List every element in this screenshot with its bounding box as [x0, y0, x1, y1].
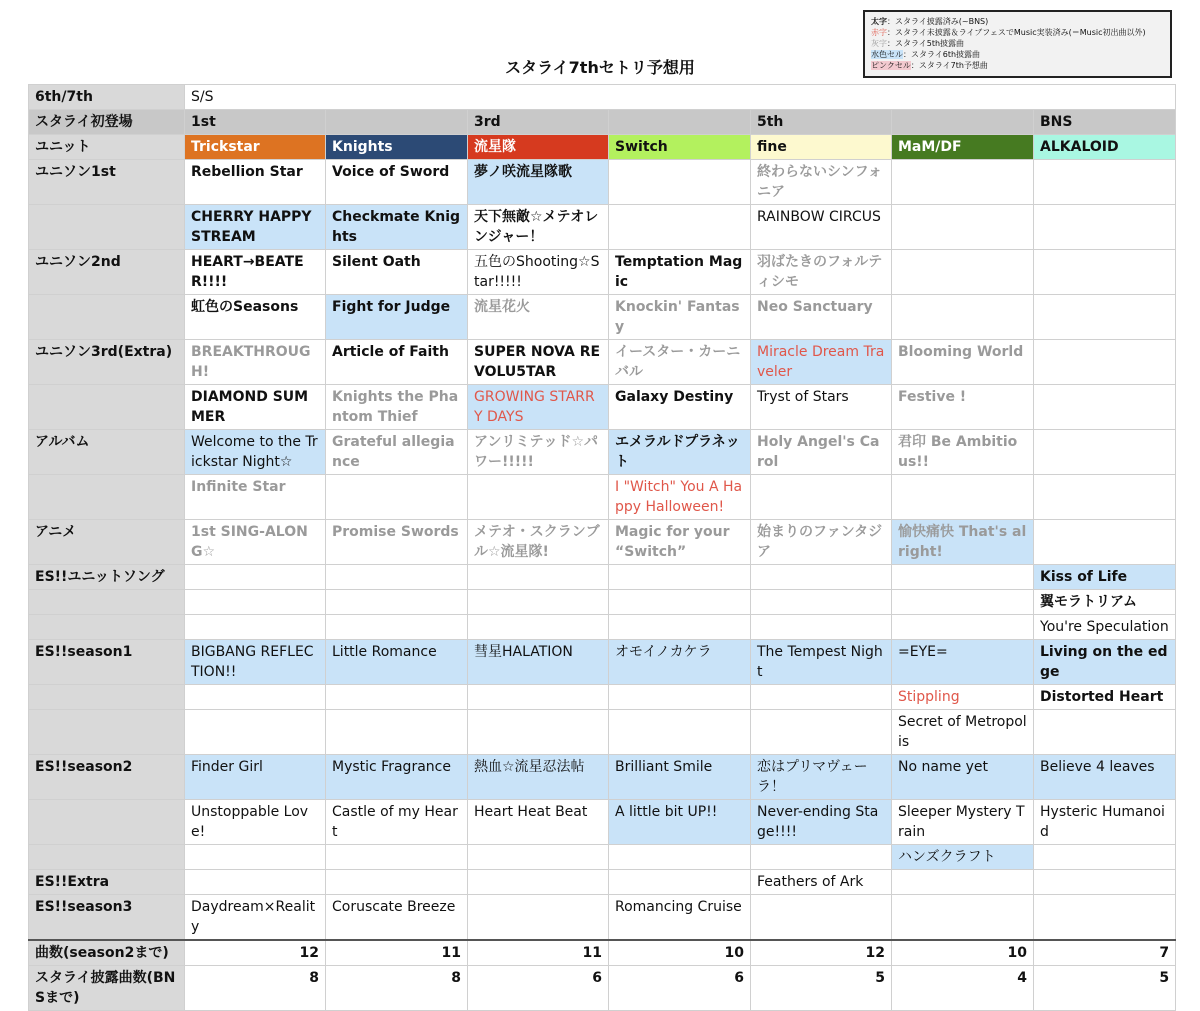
song-cell [1034, 160, 1176, 205]
song-cell: GROWING STARRY DAYS [468, 385, 609, 430]
table-body [29, 85, 1176, 1011]
song-cell: CHERRY HAPPY STREAM [185, 205, 326, 250]
song-cell [1034, 295, 1176, 340]
song-cell: =EYE= [892, 640, 1034, 685]
song-cell: Believe 4 leaves [1034, 755, 1176, 800]
song-cell: Heart Heat Beat [468, 800, 609, 845]
row-label: スタライ初登場 [29, 110, 185, 135]
song-cell [185, 870, 326, 895]
song-cell [326, 590, 468, 615]
unit-mamdf: MaM/DF [892, 135, 1034, 160]
page-title: スタライ7thセトリ予想用 [505, 58, 695, 77]
count-cell: 8 [185, 966, 326, 1011]
song-cell: イースター・カーニバル [609, 340, 751, 385]
table-row [29, 430, 1176, 475]
song-cell: Welcome to the Trickstar Night☆ [185, 430, 326, 475]
row-label: 曲数(season2まで) [29, 940, 185, 966]
song-cell: Miracle Dream Traveler [751, 340, 892, 385]
song-cell [185, 845, 326, 870]
song-cell [892, 590, 1034, 615]
song-cell [609, 615, 751, 640]
song-cell: 始まりのファンタジア [751, 520, 892, 565]
count-cell: 5 [751, 966, 892, 1011]
count-cell: 10 [892, 940, 1034, 966]
count-cell: 12 [751, 940, 892, 966]
song-cell [1034, 845, 1176, 870]
song-cell [185, 590, 326, 615]
table-row [29, 160, 1176, 205]
song-cell [185, 615, 326, 640]
song-cell: Castle of my Heart [326, 800, 468, 845]
song-cell [609, 590, 751, 615]
song-cell: アンリミテッド☆パワー!!!!! [468, 430, 609, 475]
song-cell [1034, 205, 1176, 250]
song-cell [1034, 870, 1176, 895]
song-cell: 君印 Be Ambitious!! [892, 430, 1034, 475]
table-row [29, 615, 1176, 640]
song-cell: Feathers of Ark [751, 870, 892, 895]
song-cell [326, 710, 468, 755]
song-cell: Infinite Star [185, 475, 326, 520]
unit-alkaloid: ALKALOID [1034, 135, 1176, 160]
song-cell: Living on the edge [1034, 640, 1176, 685]
count-cell: 4 [892, 966, 1034, 1011]
song-cell: Unstoppable Love! [185, 800, 326, 845]
header-row [29, 85, 1176, 110]
song-cell [468, 870, 609, 895]
song-cell [326, 870, 468, 895]
table-row [29, 295, 1176, 340]
song-cell [609, 205, 751, 250]
row-label: ES!!season3 [29, 895, 185, 941]
row-label [29, 295, 185, 340]
song-cell: Knights the Phantom Thief [326, 385, 468, 430]
song-cell [468, 565, 609, 590]
song-cell: Rebellion Star [185, 160, 326, 205]
header-value: S/S [185, 85, 1176, 110]
song-cell: I "Witch" You A Happy Halloween! [609, 475, 751, 520]
song-cell: 流星花火 [468, 295, 609, 340]
count-cell: 7 [1034, 940, 1176, 966]
table-row [29, 640, 1176, 685]
song-cell [892, 205, 1034, 250]
row-label: ES!!season2 [29, 755, 185, 800]
unit-switch: Switch [609, 135, 751, 160]
song-cell: You're Speculation [1034, 615, 1176, 640]
song-cell [609, 685, 751, 710]
song-cell: Festive ! [892, 385, 1034, 430]
song-cell: No name yet [892, 755, 1034, 800]
song-cell: BREAKTHROUGH! [185, 340, 326, 385]
song-cell [1034, 430, 1176, 475]
song-cell: 羽ばたきのフォルティシモ [751, 250, 892, 295]
row-label [29, 615, 185, 640]
song-cell [892, 160, 1034, 205]
table-row [29, 590, 1176, 615]
song-cell: Hysteric Humanoid [1034, 800, 1176, 845]
song-cell: 夢ノ咲流星隊歌 [468, 160, 609, 205]
song-cell: A little bit UP!! [609, 800, 751, 845]
row-label [29, 475, 185, 520]
legend-item: 水色セル：スタライ6th披露曲 [871, 50, 981, 59]
debut-row [29, 110, 1176, 135]
song-cell: 五色のShooting☆Star!!!!! [468, 250, 609, 295]
legend-item: 太字：スタライ披露済み(~BNS) [871, 17, 989, 26]
song-cell: Holy Angel's Carol [751, 430, 892, 475]
song-cell [892, 475, 1034, 520]
song-cell [892, 870, 1034, 895]
song-cell: Knockin' Fantasy [609, 295, 751, 340]
song-cell: The Tempest Night [751, 640, 892, 685]
song-cell: SUPER NOVA REVOLU5TAR [468, 340, 609, 385]
table-row [29, 685, 1176, 710]
row-label: アニメ [29, 520, 185, 565]
row-label [29, 385, 185, 430]
song-cell [468, 895, 609, 941]
song-cell [751, 615, 892, 640]
table-row [29, 870, 1176, 895]
song-cell: Kiss of Life [1034, 565, 1176, 590]
song-cell: Sleeper Mystery Train [892, 800, 1034, 845]
count-cell: 6 [609, 966, 751, 1011]
row-label [29, 845, 185, 870]
song-cell: Grateful allegiance [326, 430, 468, 475]
row-label: ユニソン2nd [29, 250, 185, 295]
song-cell [326, 685, 468, 710]
row-label: 6th/7th [29, 85, 185, 110]
table-row [29, 250, 1176, 295]
song-cell: Neo Sanctuary [751, 295, 892, 340]
song-cell [609, 710, 751, 755]
count-cell: 11 [326, 940, 468, 966]
row-label: スタライ披露曲数(BNSまで) [29, 966, 185, 1011]
debut-cell [892, 110, 1034, 135]
table-row [29, 205, 1176, 250]
song-cell [468, 685, 609, 710]
row-label: ユニソン3rd(Extra) [29, 340, 185, 385]
song-cell: Finder Girl [185, 755, 326, 800]
song-cell [326, 565, 468, 590]
song-cell: 恋はプリマヴェーラ！ [751, 755, 892, 800]
song-cell: 1st SING-ALONG☆ [185, 520, 326, 565]
table-row [29, 895, 1176, 941]
song-cell [892, 565, 1034, 590]
song-cell: Coruscate Breeze [326, 895, 468, 941]
song-cell: 終わらないシンフォニア [751, 160, 892, 205]
song-cell [185, 710, 326, 755]
song-cell: Blooming World [892, 340, 1034, 385]
song-cell [468, 615, 609, 640]
row-label [29, 685, 185, 710]
unit-trickstar: Trickstar [185, 135, 326, 160]
row-label [29, 800, 185, 845]
count-cell: 6 [468, 966, 609, 1011]
song-cell: オモイノカケラ [609, 640, 751, 685]
song-cell: 彗星HALATION [468, 640, 609, 685]
song-cell [751, 590, 892, 615]
song-cell [609, 565, 751, 590]
row-label: ES!!ユニットソング [29, 565, 185, 590]
totals-row [29, 940, 1176, 966]
song-cell: Galaxy Destiny [609, 385, 751, 430]
song-cell: 翼モラトリアム [1034, 590, 1176, 615]
song-cell: Article of Faith [326, 340, 468, 385]
song-cell: Silent Oath [326, 250, 468, 295]
table-row [29, 800, 1176, 845]
song-cell [468, 475, 609, 520]
debut-cell: 3rd [468, 110, 609, 135]
table-row [29, 340, 1176, 385]
song-cell: 熱血☆流星忍法帖 [468, 755, 609, 800]
song-cell [892, 895, 1034, 941]
song-cell [892, 250, 1034, 295]
legend-item: 赤字：スタライ未披露＆ライブフェスでMusic実装済み(＝Music初出曲以外) [871, 28, 1146, 37]
song-cell: 虹色のSeasons [185, 295, 326, 340]
song-cell: Temptation Magic [609, 250, 751, 295]
song-cell: Fight for Judge [326, 295, 468, 340]
song-cell [185, 565, 326, 590]
legend-item: 灰字：スタライ5th披露曲 [871, 39, 965, 48]
setlist-table [28, 84, 1176, 1011]
song-cell: BIGBANG REFLECTION!! [185, 640, 326, 685]
debut-cell [326, 110, 468, 135]
row-label: アルバム [29, 430, 185, 475]
song-cell: 天下無敵☆メテオレンジャー！ [468, 205, 609, 250]
row-label [29, 590, 185, 615]
song-cell [609, 870, 751, 895]
song-cell [751, 895, 892, 941]
song-cell: Secret of Metropolis [892, 710, 1034, 755]
unit-fine: fine [751, 135, 892, 160]
song-cell [609, 845, 751, 870]
table-row [29, 385, 1176, 430]
song-cell: Daydream×Reality [185, 895, 326, 941]
song-cell [326, 475, 468, 520]
song-cell: Magic for your “Switch” [609, 520, 751, 565]
song-cell [326, 845, 468, 870]
song-cell [468, 710, 609, 755]
debut-cell: 5th [751, 110, 892, 135]
song-cell [892, 615, 1034, 640]
song-cell: Distorted Heart [1034, 685, 1176, 710]
song-cell: Voice of Sword [326, 160, 468, 205]
song-cell [751, 565, 892, 590]
song-cell: Promise Swords [326, 520, 468, 565]
row-label: ES!!Extra [29, 870, 185, 895]
song-cell [1034, 520, 1176, 565]
song-cell: 愉快痛快 That's alright! [892, 520, 1034, 565]
unit-row [29, 135, 1176, 160]
song-cell [1034, 710, 1176, 755]
song-cell [185, 685, 326, 710]
table-row [29, 475, 1176, 520]
table-row [29, 520, 1176, 565]
song-cell [1034, 250, 1176, 295]
song-cell: エメラルドプラネット [609, 430, 751, 475]
song-cell [468, 590, 609, 615]
legend-item: ピンクセル：スタライ7th予想曲 [871, 61, 988, 70]
song-cell [751, 685, 892, 710]
song-cell [326, 615, 468, 640]
count-cell: 8 [326, 966, 468, 1011]
song-cell: Mystic Fragrance [326, 755, 468, 800]
count-cell: 11 [468, 940, 609, 966]
row-label: ユニソン1st [29, 160, 185, 205]
song-cell: Romancing Cruise [609, 895, 751, 941]
unit-knights: Knights [326, 135, 468, 160]
song-cell: Never-ending Stage!!!! [751, 800, 892, 845]
song-cell [468, 845, 609, 870]
debut-cell [609, 110, 751, 135]
song-cell: Checkmate Knights [326, 205, 468, 250]
song-cell: ハンズクラフト [892, 845, 1034, 870]
row-label [29, 205, 185, 250]
song-cell [751, 475, 892, 520]
row-label: ES!!season1 [29, 640, 185, 685]
table-row [29, 710, 1176, 755]
count-cell: 12 [185, 940, 326, 966]
debut-cell: BNS [1034, 110, 1176, 135]
song-cell: Stippling [892, 685, 1034, 710]
song-cell: Tryst of Stars [751, 385, 892, 430]
legend-box [863, 10, 1172, 78]
song-cell [1034, 895, 1176, 941]
song-cell [1034, 385, 1176, 430]
song-cell: DIAMOND SUMMER [185, 385, 326, 430]
song-cell: HEART→BEATER!!!! [185, 250, 326, 295]
song-cell [751, 845, 892, 870]
song-cell [1034, 475, 1176, 520]
song-cell: Brilliant Smile [609, 755, 751, 800]
count-cell: 5 [1034, 966, 1176, 1011]
totals-row [29, 966, 1176, 1011]
table-row [29, 755, 1176, 800]
count-cell: 10 [609, 940, 751, 966]
song-cell: メテオ・スクランブル☆流星隊! [468, 520, 609, 565]
song-cell [892, 295, 1034, 340]
song-cell [609, 160, 751, 205]
debut-cell: 1st [185, 110, 326, 135]
table-row [29, 565, 1176, 590]
song-cell [1034, 340, 1176, 385]
table-row [29, 845, 1176, 870]
song-cell [751, 710, 892, 755]
song-cell: RAINBOW CIRCUS [751, 205, 892, 250]
row-label [29, 710, 185, 755]
song-cell: Little Romance [326, 640, 468, 685]
unit-ryuseitai: 流星隊 [468, 135, 609, 160]
row-label: ユニット [29, 135, 185, 160]
